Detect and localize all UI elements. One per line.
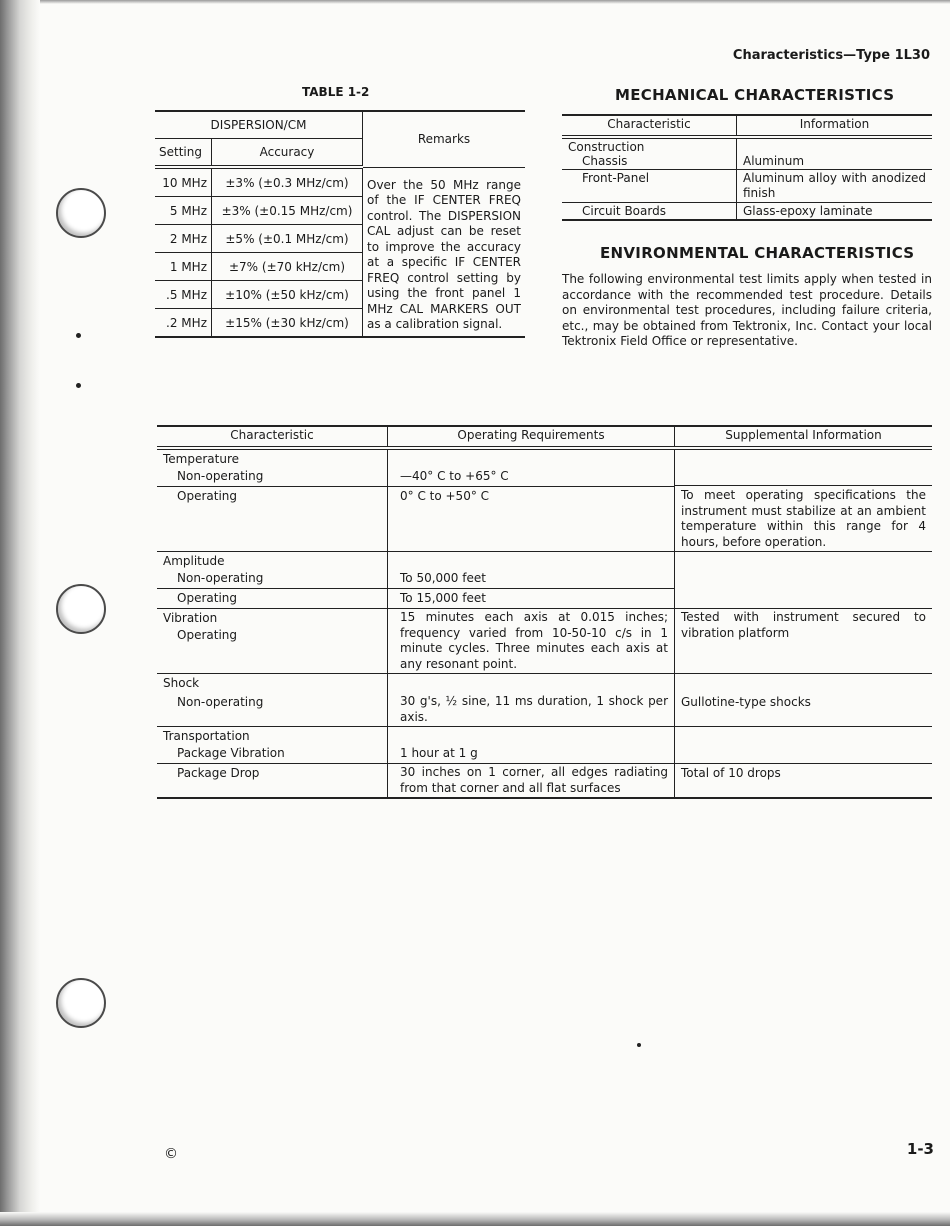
mechanical-title: MECHANICAL CHARACTERISTICS [615,86,895,104]
table-row [157,552,932,589]
remarks-header: Remarks [363,111,526,167]
setting-cell: .2 MHz [155,309,212,338]
remarks-cell: Over the 50 MHz range of the IF CENTER FREQ control. The DISPERSION CAL adjust can be reset to improve the accuracy at a specific IF CENTER FREQ control setting by using the front panel 1 MHz CAL MARKERS OUT as a calibration signal. [363,167,526,337]
requirement-cell: 30 g's, ½ sine, 11 ms duration, 1 shock per axis. [388,674,675,727]
accuracy-cell: ±15% (±30 kHz/cm) [212,309,363,338]
scan-edge-top [0,0,950,4]
scan-speck [76,383,81,388]
requirement-cell: —40° C to +65° C [388,448,675,487]
characteristic-cell: Circuit Boards [562,203,737,221]
vibration-label: Vibration [163,611,218,625]
characteristic-cell: Package Drop [157,764,388,799]
accuracy-header: Accuracy [212,139,363,168]
characteristic-cell [157,674,388,727]
binder-hole-top [56,188,106,238]
characteristic-cell [562,137,737,170]
binder-hole-middle [56,584,106,634]
table-row [157,674,932,727]
information-cell: Aluminum alloy with anodized finish [737,170,933,203]
scan-speck [637,1043,641,1047]
table-row [562,203,932,221]
table-row [155,167,525,197]
requirement-cell: 1 hour at 1 g [388,727,675,764]
characteristic-cell [157,727,388,764]
accuracy-cell: ±3% (±0.3 MHz/cm) [212,167,363,197]
supplemental-cell: Tested with instrument secured to vibration platform [675,609,933,674]
scan-speck [76,333,81,338]
chassis-label: Chassis [582,154,628,168]
binder-hole-bottom [56,978,106,1028]
package-vibration-label: Package Vibration [177,746,285,760]
characteristic-header: Characteristic [157,426,388,448]
characteristic-cell: Operating [157,487,388,552]
amplitude-nonop-label: Non-operating [177,571,264,585]
temperature-nonop-label: Non-operating [177,469,264,483]
characteristic-cell: Operating [157,589,388,609]
table-row [562,170,932,203]
temperature-label: Temperature [163,452,240,466]
environmental-title: ENVIRONMENTAL CHARACTERISTICS [600,244,915,262]
accuracy-cell: ±10% (±50 kHz/cm) [212,281,363,309]
shock-label: Shock [163,676,200,690]
environmental-table [157,425,932,799]
transportation-label: Transportation [163,729,250,743]
dispersion-group-header: DISPERSION/CM [155,111,363,139]
requirement-cell: To 50,000 feet [388,552,675,589]
setting-cell: 2 MHz [155,225,212,253]
requirement-cell: 15 minutes each axis at 0.015 inches; frequency varied from 10-50-10 c/s in 1 minute cycles. Three minutes each axis at any resonant point. [388,609,675,674]
table-row [157,609,932,674]
supplemental-cell [675,727,933,764]
requirement-cell: 0° C to +50° C [388,487,675,552]
table-row [562,137,932,170]
shock-nonop-label: Non-operating [177,695,264,709]
scan-edge-left [0,0,40,1226]
table-caption: TABLE 1-2 [302,85,370,99]
construction-label: Construction [568,140,645,154]
characteristic-cell: Front-Panel [562,170,737,203]
characteristic-cell [157,448,388,487]
supplemental-information-header: Supplemental Information [675,426,933,448]
supplemental-cell [675,552,933,609]
dispersion-table [155,110,525,338]
setting-cell: .5 MHz [155,281,212,309]
amplitude-label: Amplitude [163,554,225,568]
temperature-supplemental: To meet operating specifications the instrument must stabilize at an ambient temperature within this range for 4 hours, before operation. [675,485,932,550]
copyright-mark: © [164,1146,178,1162]
characteristic-header: Characteristic [562,115,737,137]
information-header: Information [737,115,933,137]
information-cell: Glass-epoxy laminate [737,203,933,221]
page-number: 1-3 [906,1140,934,1158]
environmental-paragraph: The following environmental test limits apply when tested in accordance with the recommended test procedure. Details on environmental test procedures, including failure criteria, etc., may be obtained from Tektronix, Inc. Contact your local Tektronix Field Office or representative. [562,272,932,348]
setting-cell: 10 MHz [155,167,212,197]
information-cell: Aluminum [737,137,933,170]
requirement-cell: 30 inches on 1 corner, all edges radiating from that corner and all flat surfaces [388,764,675,799]
accuracy-cell: ±3% (±0.15 MHz/cm) [212,197,363,225]
setting-header: Setting [155,139,212,168]
supplemental-cell: Gullotine-type shocks [675,674,933,727]
characteristic-cell [157,552,388,589]
supplemental-cell [675,448,933,552]
table-row [157,448,932,487]
mechanical-table [562,114,932,221]
accuracy-cell: ±5% (±0.1 MHz/cm) [212,225,363,253]
table-row [157,764,932,799]
setting-cell: 5 MHz [155,197,212,225]
scan-edge-bottom [0,1212,950,1226]
supplemental-cell: Total of 10 drops [675,764,933,799]
setting-cell: 1 MHz [155,253,212,281]
table-row [157,727,932,764]
running-header: Characteristics—Type 1L30 [732,48,930,63]
vibration-op-label: Operating [177,628,237,642]
operating-requirements-header: Operating Requirements [388,426,675,448]
accuracy-cell: ±7% (±70 kHz/cm) [212,253,363,281]
requirement-cell: To 15,000 feet [388,589,675,609]
characteristic-cell [157,609,388,674]
